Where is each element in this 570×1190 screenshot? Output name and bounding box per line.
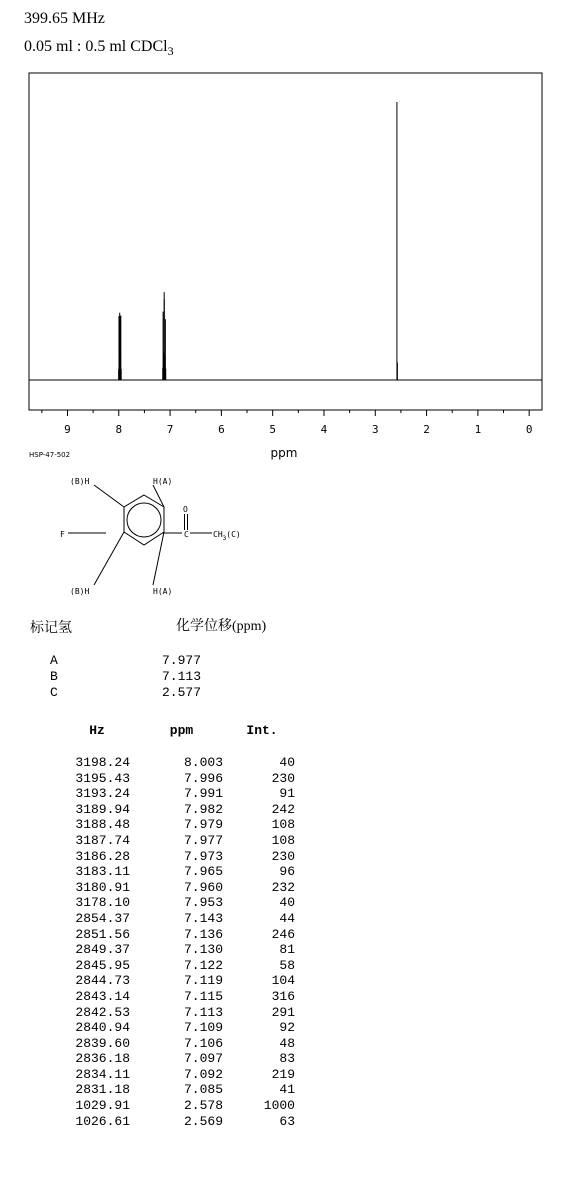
table-row (50, 880, 295, 896)
table-row (50, 786, 295, 802)
ppm-cell: 7.115 (183, 988, 223, 1004)
assignment-shift: 7.113 (162, 669, 202, 684)
table-row (50, 911, 295, 927)
int-cell: 291 (271, 1004, 295, 1020)
table-row (50, 927, 295, 943)
table-row (50, 1082, 295, 1098)
solvent-text: 0.05 ml : 0.5 ml CDCl (24, 38, 168, 55)
bond-ha-bottom (153, 532, 164, 585)
table-row (50, 755, 295, 771)
label-ha-top: H(A) (153, 477, 173, 486)
assignment-shift: 2.577 (162, 685, 202, 700)
ppm-cell: 7.136 (183, 926, 223, 942)
spectrometer-frequency: 399.65 MHz (24, 10, 105, 27)
hz-cell: 1026.61 (75, 1113, 130, 1129)
peak-table-header (50, 721, 295, 741)
int-cell: 316 (271, 988, 295, 1004)
assignment-shift-header: 化学位移(ppm) (176, 619, 267, 634)
assignment-label: B (50, 669, 58, 684)
int-cell: 58 (279, 957, 295, 973)
int-cell: 232 (271, 879, 295, 895)
hz-header: Hz (89, 723, 105, 738)
int-cell: 108 (271, 817, 295, 833)
table-row (50, 973, 295, 989)
ppm-cell: 7.960 (183, 879, 223, 895)
x-tick-label: 1 (474, 423, 482, 436)
bond-hb-top (94, 485, 124, 507)
int-cell: 230 (271, 770, 295, 786)
x-tick-label: 3 (371, 423, 379, 436)
hz-cell: 2842.53 (75, 1004, 130, 1020)
int-cell: 41 (279, 1082, 295, 1098)
ppm-cell: 7.991 (183, 786, 223, 802)
ppm-cell: 8.003 (183, 755, 223, 770)
hz-cell: 3186.28 (75, 848, 130, 864)
table-row (50, 958, 295, 974)
int-cell: 108 (271, 832, 295, 848)
hz-cell: 2849.37 (75, 942, 130, 958)
int-cell: 1000 (263, 1098, 295, 1114)
label-ch3 (213, 530, 241, 542)
table-row (50, 849, 295, 865)
ppm-cell: 7.122 (183, 957, 223, 973)
table-row (50, 1020, 295, 1036)
hz-cell: 2854.37 (75, 910, 130, 926)
c-label: (C) (226, 530, 241, 539)
table-row (50, 1036, 295, 1052)
hz-cell: 2845.95 (75, 957, 130, 973)
hz-cell: 1029.91 (75, 1098, 130, 1114)
ppm-cell: 7.109 (183, 1020, 223, 1036)
hz-cell: 2844.73 (75, 973, 130, 989)
table-row (50, 1051, 295, 1067)
solvent-subscript: 3 (167, 44, 174, 58)
int-cell: 246 (271, 926, 295, 942)
int-header: Int. (246, 723, 278, 738)
table-row (50, 817, 295, 833)
ppm-cell: 7.973 (183, 848, 223, 864)
hz-cell: 2843.14 (75, 988, 130, 1004)
ch3-text: CH (213, 530, 223, 539)
label-o: O (183, 505, 188, 514)
assignment-row (50, 669, 242, 685)
x-tick-label: 9 (64, 423, 71, 436)
ppm-cell: 7.097 (183, 1051, 223, 1067)
ppm-cell: 2.578 (183, 1098, 223, 1114)
hz-cell: 3183.11 (75, 864, 130, 880)
label-hb-top: (B)H (70, 477, 90, 486)
assignment-label: A (50, 653, 58, 668)
hz-cell: 3193.24 (75, 786, 130, 802)
table-row (50, 833, 295, 849)
table-row (50, 989, 295, 1005)
table-row (50, 895, 295, 911)
aromatic-circle (127, 503, 161, 537)
x-tick-label: 2 (423, 423, 430, 436)
ppm-cell: 7.953 (183, 895, 223, 911)
int-cell: 63 (279, 1113, 295, 1129)
assignment-table (50, 653, 242, 701)
table-row (50, 1005, 295, 1021)
hz-cell: 3198.24 (75, 755, 130, 770)
table-row (50, 1098, 295, 1114)
ppm-cell: 7.119 (183, 973, 223, 989)
assignment-row (50, 653, 242, 669)
hz-cell: 3180.91 (75, 879, 130, 895)
ppm-cell: 7.092 (183, 1066, 223, 1082)
int-cell: 83 (279, 1051, 295, 1067)
ch3-subscript: 3 (222, 535, 227, 542)
ppm-header: ppm (169, 723, 194, 738)
peak-table-body (50, 755, 295, 1129)
ppm-cell: 2.569 (183, 1113, 223, 1129)
int-cell: 44 (279, 910, 295, 926)
x-tick-label: 0 (525, 423, 533, 436)
hz-cell: 3178.10 (75, 895, 130, 911)
assignment-row (50, 685, 242, 701)
ppm-cell: 7.977 (183, 832, 223, 848)
table-row (50, 802, 295, 818)
int-cell: 96 (279, 864, 295, 880)
int-cell: 92 (279, 1020, 295, 1036)
ppm-cell: 7.996 (183, 770, 223, 786)
ppm-cell: 7.106 (183, 1035, 223, 1051)
hz-cell: 2839.60 (75, 1035, 130, 1051)
table-row (50, 942, 295, 958)
assignment-label: C (50, 685, 58, 700)
int-cell: 91 (279, 786, 295, 802)
table-row (50, 864, 295, 880)
spectrum-code: HSP-47-502 (29, 451, 71, 459)
int-cell: 48 (279, 1035, 295, 1051)
int-cell: 81 (279, 942, 295, 958)
ppm-cell: 7.982 (183, 801, 223, 817)
int-cell: 219 (271, 1066, 295, 1082)
hz-cell: 3188.48 (75, 817, 130, 833)
assignment-shift: 7.977 (162, 653, 202, 668)
ppm-cell: 7.979 (183, 817, 223, 833)
hz-cell: 2831.18 (75, 1082, 130, 1098)
x-tick-label: 7 (166, 423, 174, 436)
hz-cell: 3187.74 (75, 832, 130, 848)
hz-cell: 3189.94 (75, 801, 130, 817)
hz-cell: 3195.43 (75, 770, 130, 786)
peak-list-table (50, 721, 295, 1129)
table-row (50, 771, 295, 787)
hz-cell: 2851.56 (75, 926, 130, 942)
label-hb-bottom: (B)H (70, 587, 90, 596)
int-cell: 40 (279, 755, 295, 770)
assignment-label-header: 标记氢 (30, 621, 72, 636)
label-f: F (60, 530, 65, 539)
hz-cell: 2840.94 (75, 1020, 130, 1036)
x-tick-label: 6 (218, 423, 225, 436)
x-tick-label: 4 (320, 423, 328, 436)
label-c: C (184, 530, 189, 539)
hz-cell: 2834.11 (75, 1066, 130, 1082)
x-tick-label: 5 (269, 423, 276, 436)
ppm-cell: 7.085 (183, 1082, 223, 1098)
table-row (50, 1114, 295, 1130)
x-axis-label: ppm (270, 446, 298, 460)
int-cell: 242 (271, 801, 295, 817)
int-cell: 40 (279, 895, 295, 911)
int-cell: 230 (271, 848, 295, 864)
ppm-cell: 7.113 (183, 1004, 223, 1020)
ppm-cell: 7.965 (183, 864, 223, 880)
hz-cell: 2836.18 (75, 1051, 130, 1067)
table-row (50, 1067, 295, 1083)
label-ha-bottom: H(A) (153, 587, 173, 596)
ppm-cell: 7.130 (183, 942, 223, 958)
int-cell: 104 (271, 973, 295, 989)
x-tick-label: 8 (115, 423, 123, 436)
ppm-cell: 7.143 (183, 910, 223, 926)
bond-hb-bottom (94, 532, 124, 585)
